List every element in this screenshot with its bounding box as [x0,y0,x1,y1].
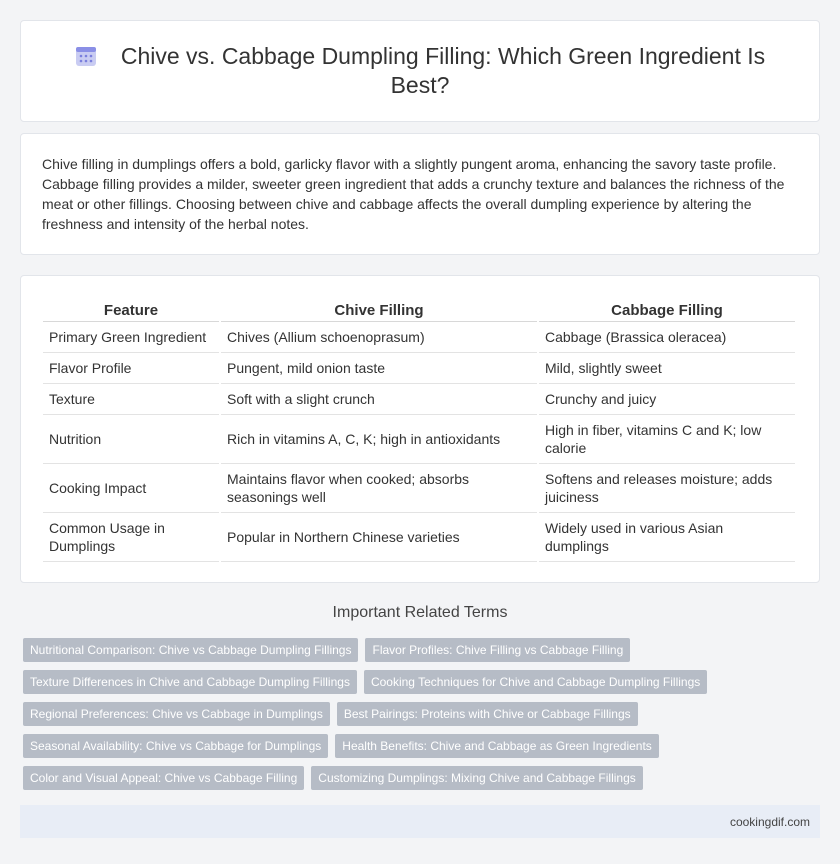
related-term-tag[interactable]: Customizing Dumplings: Mixing Chive and Cabbage Fillings [311,766,642,790]
table-cell: Widely used in various Asian dumplings [539,513,795,562]
page-title-text: Chive vs. Cabbage Dumpling Filling: Which Green Ingredient Is Best? [120,43,766,98]
table-cell: Maintains flavor when cooked; absorbs seasonings well [221,464,537,513]
related-term-tag[interactable]: Color and Visual Appeal: Chive vs Cabbage Filling [23,766,304,790]
table-cell: Primary Green Ingredient [43,322,219,353]
comparison-table-card [20,275,820,583]
header-card [20,20,820,122]
table-header-feature: Feature [43,298,219,322]
table-cell: High in fiber, vitamins C and K; low calorie [539,415,795,464]
table-cell: Rich in vitamins A, C, K; high in antioxidants [221,415,537,464]
related-term-tag[interactable]: Nutritional Comparison: Chive vs Cabbage Dumpling Fillings [23,638,358,662]
related-term-tag[interactable]: Health Benefits: Chive and Cabbage as Green Ingredients [335,734,659,758]
footer-site-link[interactable]: cookingdif.com [729,814,810,829]
table-cell: Common Usage in Dumplings [43,513,219,562]
table-row [43,384,795,415]
table-row [43,464,795,513]
related-term-tag[interactable]: Best Pairings: Proteins with Chive or Cabbage Fillings [337,702,638,726]
table-cell: Crunchy and juicy [539,384,795,415]
table-cell: Mild, slightly sweet [539,353,795,384]
table-row [43,513,795,562]
table-row [43,322,795,353]
table-header-row [43,298,795,322]
table-row [43,353,795,384]
footer [20,805,820,838]
table-cell: Nutrition [43,415,219,464]
table-cell: Popular in Northern Chinese varieties [221,513,537,562]
related-term-tag[interactable]: Cooking Techniques for Chive and Cabbage Dumpling Fillings [364,670,707,694]
comparison-table [41,298,797,562]
related-term-tag[interactable]: Flavor Profiles: Chive Filling vs Cabbage Filling [365,638,630,662]
intro-card [20,133,820,255]
table-header-chive: Chive Filling [221,298,537,322]
related-terms-title: Important Related Terms [332,604,508,621]
table-cell: Soft with a slight crunch [221,384,537,415]
related-term-tag[interactable]: Texture Differences in Chive and Cabbage Dumpling Fillings [23,670,357,694]
calendar-grid-icon [75,45,97,67]
related-term-tag[interactable]: Regional Preferences: Chive vs Cabbage in Dumplings [23,702,330,726]
table-cell: Flavor Profile [43,353,219,384]
related-term-tag[interactable]: Seasonal Availability: Chive vs Cabbage for Dumplings [23,734,328,758]
related-terms-list [23,638,820,798]
table-row [43,415,795,464]
table-cell: Pungent, mild onion taste [221,353,537,384]
table-header-cabbage: Cabbage Filling [539,298,795,322]
intro-text: Chive filling in dumplings offers a bold, garlicky flavor with a slightly pungent aroma, enhancing the savory taste profile. Cabbage filling provides a milder, sweeter green ingredient that adds a crunchy texture and balances the richness of the meat or other fillings. Choosing between chive and cabbage affects the overall dumpling experience by altering the freshness and intensity of the herbal notes. [42,156,785,232]
table-cell: Chives (Allium schoenoprasum) [221,322,537,353]
table-cell: Softens and releases moisture; adds juiciness [539,464,795,513]
table-cell: Cooking Impact [43,464,219,513]
table-cell: Texture [43,384,219,415]
table-cell: Cabbage (Brassica oleracea) [539,322,795,353]
page-title [61,42,779,100]
